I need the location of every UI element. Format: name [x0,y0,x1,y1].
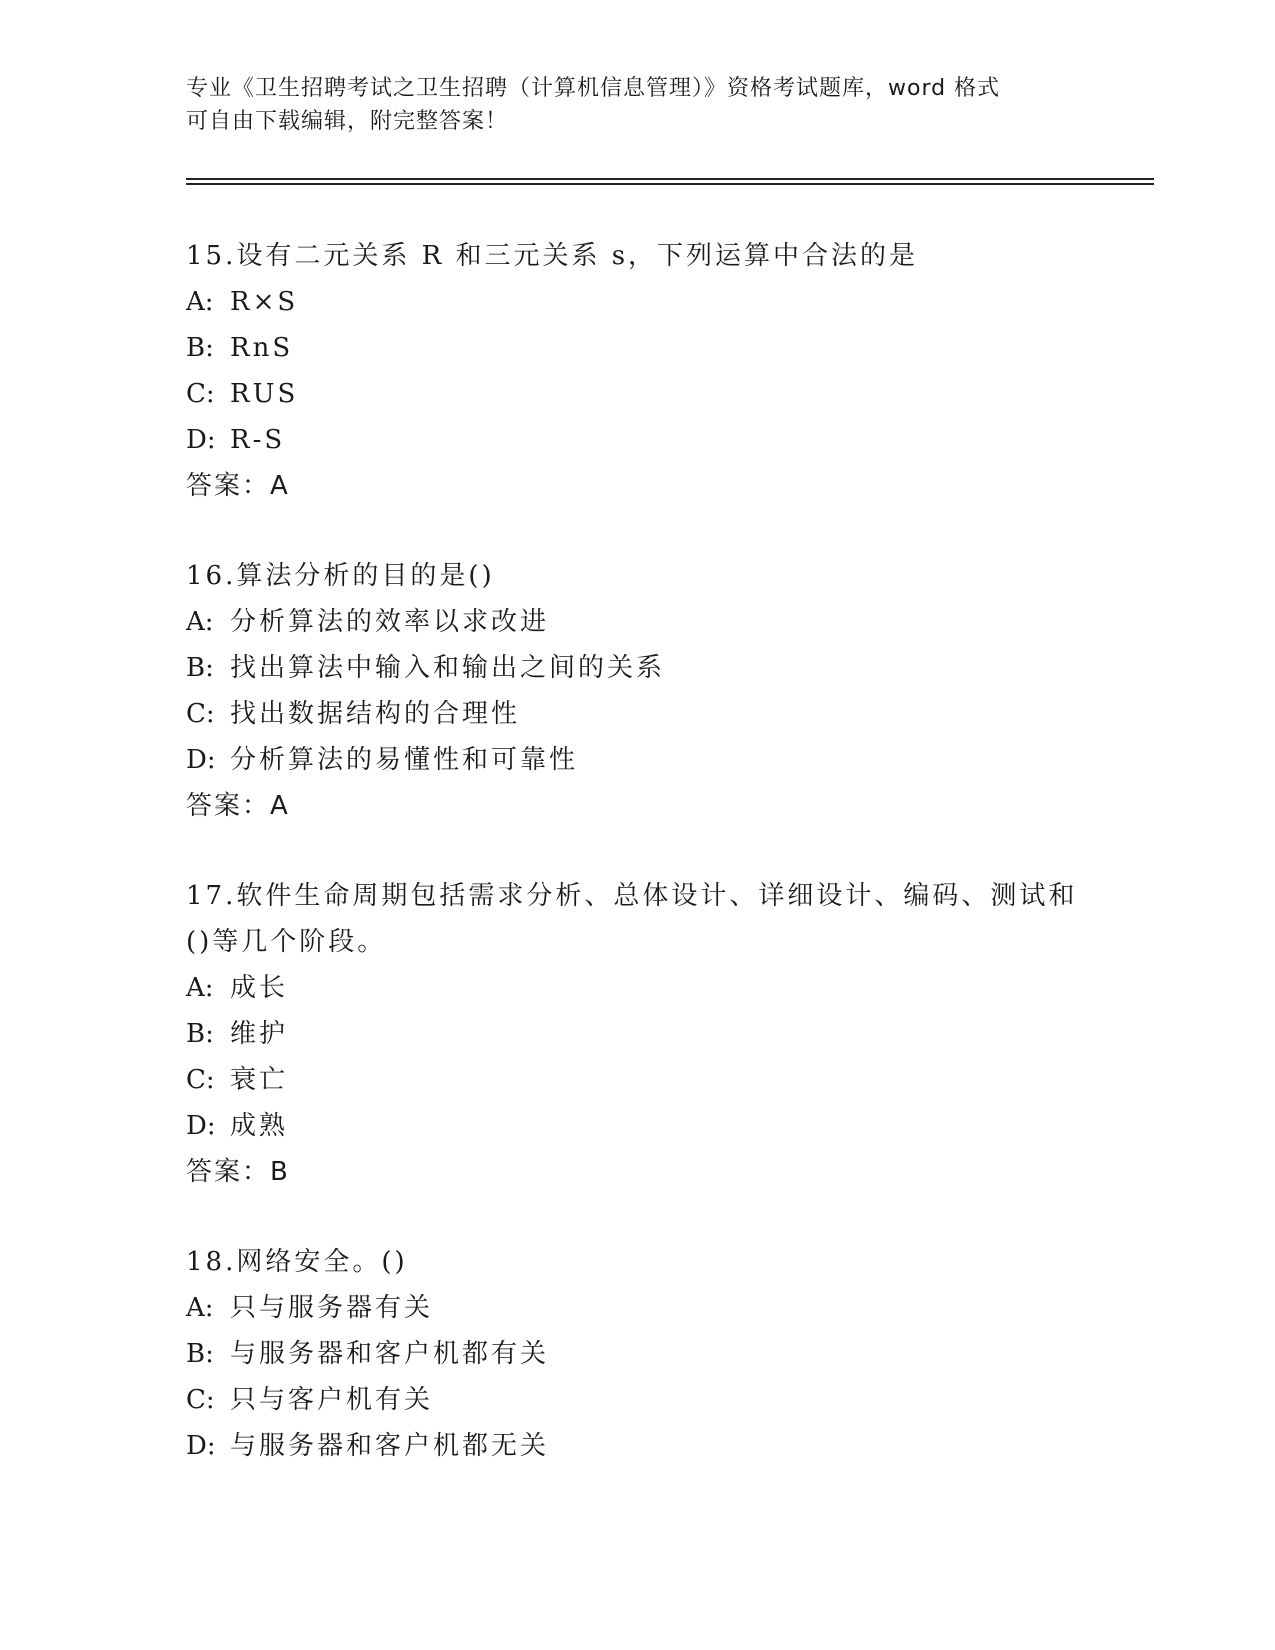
option-label: C: [186,1385,215,1415]
option-a [186,965,1086,1011]
option-label: D: [186,1111,216,1141]
option-a [186,279,1086,325]
answer: 答案：A [186,791,290,821]
option-text: R×S [230,287,299,317]
answer: 答案：B [186,1157,290,1187]
option-text: 成熟 [230,1111,289,1141]
option-c [186,371,1086,417]
option-b [186,1331,1086,1377]
option-text: R-S [230,425,286,455]
option-label: B: [186,1339,214,1369]
option-d [186,1423,1086,1469]
option-text: RUS [230,379,299,409]
header-rule-bottom [186,183,1154,185]
option-label: C: [186,379,215,409]
option-d [186,737,1086,783]
option-label: B: [186,1019,214,1049]
option-b [186,325,1086,371]
option-text: 与服务器和客户机都无关 [230,1431,550,1461]
option-d [186,1103,1086,1149]
question-18 [186,1239,1086,1469]
option-c [186,1377,1086,1423]
option-c [186,691,1086,737]
question-15 [186,233,1086,509]
question-stem: 15.设有二元关系 R 和三元关系 s，下列运算中合法的是 [186,241,919,271]
option-label: D: [186,745,216,775]
option-text: 衰亡 [230,1065,289,1095]
option-text: 只与客户机有关 [230,1385,434,1415]
header-line-1: 专业《卫生招聘考试之卫生招聘（计算机信息管理）》资格考试题库，word 格式 [186,76,1001,101]
question-stem: 16.算法分析的目的是() [186,561,495,591]
option-label: C: [186,699,215,729]
option-text: 找出数据结构的合理性 [230,699,521,729]
document-header [186,72,1086,138]
option-d [186,417,1086,463]
option-label: A: [186,973,214,1003]
question-stem: 17.软件生命周期包括需求分析、总体设计、详细设计、编码、测试和 [186,881,1078,911]
option-text: 成长 [230,973,289,1003]
option-label: C: [186,1065,215,1095]
option-label: B: [186,653,214,683]
option-text: 找出算法中输入和输出之间的关系 [230,653,666,683]
question-16 [186,553,1086,829]
option-label: A: [186,287,214,317]
option-label: A: [186,607,214,637]
option-text: RnS [230,333,294,363]
question-stem: 18.网络安全。() [186,1247,408,1277]
question-stem-continued: ()等几个阶段。 [186,927,387,957]
option-c [186,1057,1086,1103]
option-text: 分析算法的易懂性和可靠性 [230,745,579,775]
option-label: D: [186,425,216,455]
option-a [186,1285,1086,1331]
header-line-2: 可自由下载编辑，附完整答案！ [186,109,509,134]
option-text: 与服务器和客户机都有关 [230,1339,550,1369]
question-17 [186,873,1086,1195]
option-label: A: [186,1293,214,1323]
option-text: 分析算法的效率以求改进 [230,607,550,637]
option-b [186,1011,1086,1057]
option-a [186,599,1086,645]
option-label: B: [186,333,214,363]
option-b [186,645,1086,691]
header-rule-top [186,178,1154,180]
option-text: 维护 [230,1019,289,1049]
answer: 答案：A [186,471,290,501]
option-label: D: [186,1431,216,1461]
option-text: 只与服务器有关 [230,1293,434,1323]
